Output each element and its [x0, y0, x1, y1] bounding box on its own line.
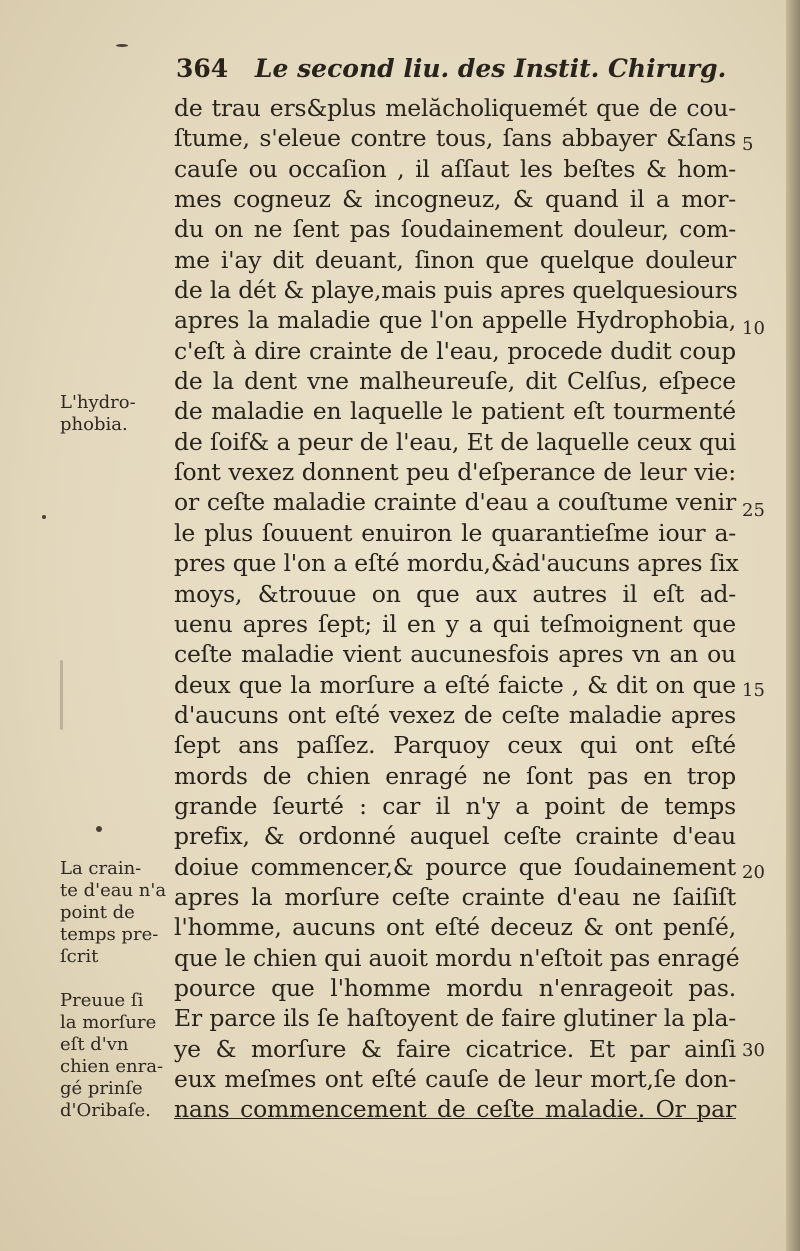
margin-note-line: chien enra-	[60, 1056, 164, 1077]
text-line: mes cogneuz & incogneuz, & quand il a mor-	[174, 185, 736, 214]
text-line: c'eſt à dire crainte de l'eau, procede dudit coup	[174, 336, 736, 365]
text-line: ſont vexez donnent peu d'eſperance de leur vie:	[174, 458, 736, 487]
text-line: l'homme, aucuns ont eſté deceuz & ont penſé,	[174, 913, 736, 942]
line-number: 20	[742, 862, 765, 883]
text-line: du on ne ſent pas ſoudainement douleur, com-	[174, 215, 736, 244]
text-line: pource que l'homme mordu n'enrageoit pas.	[174, 973, 736, 1002]
line-number: 15	[742, 680, 765, 701]
margin-note-line: Preuue ſi	[60, 990, 144, 1011]
text-line: ſept ans paſſez. Parquoy ceux qui ont eſté	[174, 731, 736, 760]
margin-note-line: temps pre-	[60, 924, 159, 945]
text-line: mords de chien enragé ne ſont pas en trop	[174, 761, 736, 790]
margin-note-fear-of-water	[60, 858, 178, 968]
text-line: de maladie en laquelle le patient eſt tourmenté	[174, 397, 736, 426]
text-line: doiue commencer,& pource que ſoudainement	[174, 852, 736, 881]
ink-speck	[116, 44, 128, 47]
text-line: cauſe ou occaſion , il aſſaut les beſtes & hom-	[174, 154, 736, 183]
body-text	[174, 93, 740, 1125]
margin-note-line: gé prinſe	[60, 1078, 143, 1099]
text-line: ſtume, s'eleue contre tous, ſans abbayer &ſans	[174, 124, 736, 153]
text-line: deux que la morſure a eſté faicte , & dit on que	[174, 670, 736, 699]
text-line: de la dent vne malheureuſe, dit Celſus, eſpece	[174, 367, 736, 396]
text-line: uenu apres ſept; il en y a qui teſmoignent que	[174, 609, 736, 638]
text-line: apres la morſure ceſte crainte d'eau ne ſaiſiſt	[174, 882, 736, 911]
book-spine-edge	[786, 0, 800, 1251]
text-line: Er parce ils ſe haſtoyent de faire glutiner la pla-	[174, 1004, 736, 1033]
bleed-through-mark	[60, 660, 63, 730]
text-line: pres que l'on a eſté mordu,&ȧd'aucuns apres ſix	[174, 549, 739, 578]
running-title: Le second liu. des Instit. Chirurg.	[254, 54, 727, 83]
text-line: prefix, & ordonné auquel ceſte crainte d'eau	[174, 822, 736, 851]
line-number: 25	[742, 500, 765, 521]
text-line: me i'ay dit deuant, ſinon que quelque douleur	[174, 245, 736, 274]
text-line: d'aucuns ont eſté vexez de ceſte maladie apres	[174, 700, 736, 729]
text-line: le plus ſouuent enuiron le quarantieſme iour a-	[174, 518, 736, 547]
ink-speck	[42, 515, 46, 519]
margin-note-line: La crain-	[60, 858, 142, 879]
text-line: apres la maladie que l'on appelle Hydrophobia,	[174, 306, 736, 335]
margin-note-line: te d'eau n'a	[60, 880, 167, 901]
margin-note-line: eſt d'vn	[60, 1034, 129, 1055]
line-number: 5	[742, 134, 754, 155]
margin-note-line: phobia.	[60, 414, 128, 435]
text-line: eux meſmes ont eſté cauſe de leur mort,ſe don-	[174, 1065, 736, 1093]
text-line: que le chien qui auoit mordu n'eſtoit pas enragé	[174, 943, 740, 972]
text-line: or ceſte maladie crainte d'eau a couſtume venir	[174, 488, 736, 517]
margin-note-proof-oribase	[60, 990, 178, 1122]
running-header	[176, 54, 736, 94]
ink-speck	[96, 826, 102, 832]
text-line: nans commencement de ceſte maladie. Or par	[174, 1095, 736, 1124]
text-line: ceſte maladie vient aucunesfois apres vn an ou	[174, 640, 736, 669]
margin-note-line: d'Oribaſe.	[60, 1100, 151, 1121]
margin-note-line: L'hydro-	[60, 392, 136, 413]
text-line: grande ſeurté : car il n'y a point de temps	[174, 791, 736, 820]
margin-note-hydrophobia	[60, 392, 178, 436]
text-line: de la dét & playe,mais puis apres quelquesiours	[174, 276, 738, 305]
text-line: ye & morſure & faire cicatrice. Et par ainſi	[174, 1034, 736, 1063]
margin-note-line: point de	[60, 902, 135, 923]
line-number: 10	[742, 318, 765, 339]
page-number: 364	[176, 54, 229, 83]
text-line: de trau ers&plus melăcholiquemét que de cou-	[174, 94, 736, 122]
margin-note-line: la morſure	[60, 1012, 157, 1033]
margin-note-line: ſcrit	[60, 946, 99, 967]
text-line: moys, &trouue on que aux autres il eſt ad-	[174, 579, 736, 608]
text-line: de ſoif& a peur de l'eau, Et de laquelle ceux qui	[174, 427, 736, 456]
line-number: 30	[742, 1040, 765, 1061]
